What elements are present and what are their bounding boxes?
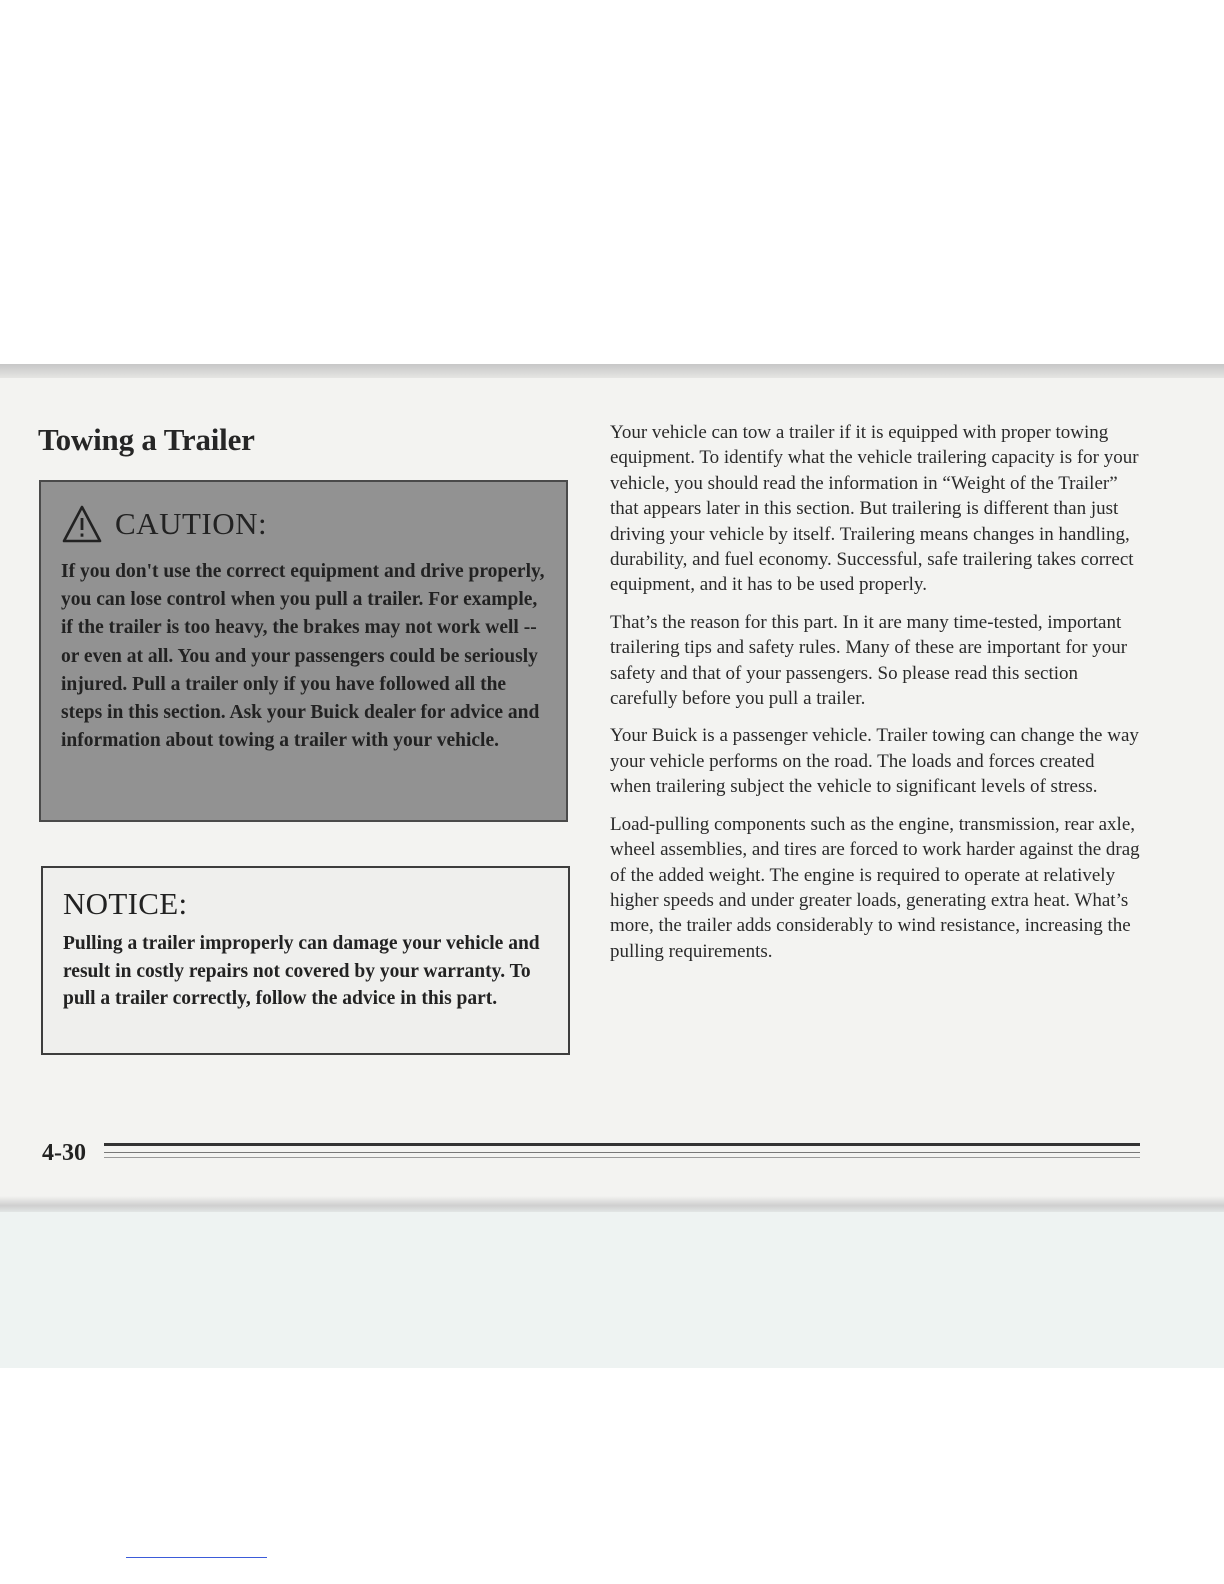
notice-heading: NOTICE: <box>63 886 188 921</box>
page-bottom-band <box>0 1212 1224 1368</box>
page-number: 4-30 <box>42 1140 86 1166</box>
page-title: Towing a Trailer <box>38 422 255 457</box>
page-top-edge <box>0 364 1224 378</box>
caution-heading-text: CAUTION: <box>115 506 268 541</box>
stray-underline <box>126 1557 267 1558</box>
footer-rule <box>104 1143 1140 1161</box>
page-bottom-edge <box>0 1196 1224 1212</box>
caution-box <box>39 480 568 822</box>
caution-heading <box>61 504 546 544</box>
body-paragraph-2: That’s the reason for this part. In it are many time-tested, important trailering tips and safety rules. Many of these are important for your safety and that of your passengers. So please read this section carefully before you pull a trailer. <box>610 611 1128 710</box>
warning-triangle-icon <box>61 504 103 544</box>
body-paragraph-1: Your vehicle can tow a trailer if it is equipped with proper towing equipment. To identify what the vehicle trailering capacity is for your vehicle, you should read the information in “Weight of the Trailer” that appears later in this section. But trailering is different than just driving your vehicle by itself. Trailering means changes in handling, durability, and fuel economy. Successful, safe trailering takes correct equipment, and it has to be used properly. <box>610 422 1139 596</box>
notice-text: Pulling a trailer improperly can damage your vehicle and result in costly repairs not covered by your warranty. To pull a trailer correctly, follow the advice in this part. <box>63 933 540 1009</box>
caution-text: If you don't use the correct equipment and drive properly, you can lose control when you pull a trailer. For example, if the trailer is too heavy, the brakes may not work well -- or even at all. You and your passengers could be seriously injured. Pull a trailer only if you have followed all the steps in this section. Ask your Buick dealer for advice and information about towing a trailer with your vehicle. <box>61 561 545 752</box>
footer-rule-thick <box>104 1143 1140 1146</box>
body-paragraph-4: Load-pulling components such as the engine, transmission, rear axle, wheel assemblies, and tires are forced to work harder against the drag of the added weight. The engine is required to operate at relatively higher speeds and under greater loads, generating extra heat. What’s more, the trailer adds considerably to wind resistance, increasing the pulling requirements. <box>610 813 1140 962</box>
footer-rule-thin <box>104 1152 1140 1153</box>
body-paragraph-3: Your Buick is a passenger vehicle. Trailer towing can change the way your vehicle performs on the road. The loads and forces created when trailering subject the vehicle to significant levels of stress. <box>610 725 1139 798</box>
body-column <box>610 420 1140 976</box>
footer-rule-thin <box>104 1157 1140 1158</box>
notice-box <box>41 866 570 1055</box>
